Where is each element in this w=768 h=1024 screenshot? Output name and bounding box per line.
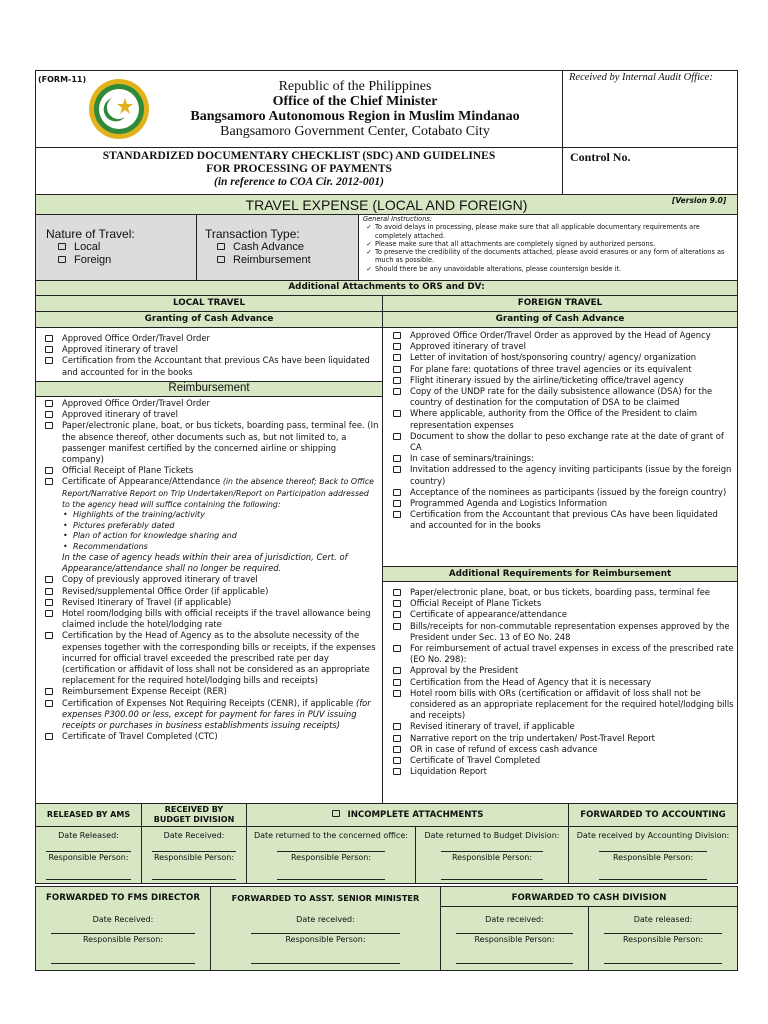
checkbox[interactable] [393, 746, 401, 753]
responsible-person-line[interactable] [251, 963, 400, 964]
cert-bullet: • Recommendations [73, 542, 379, 553]
responsible-person-line[interactable] [277, 879, 385, 880]
checklist-item[interactable] [385, 598, 735, 609]
item-text: Letter of invitation of host/sponsoring country/ agency/ organization [410, 352, 697, 363]
item-text: Certification from the Head of Agency that it is necessary [410, 676, 652, 687]
item-text: Approved Office Order/Travel Order [62, 333, 210, 343]
cert-note-text: In the case of agency heads within their area of jurisdiction, Cert. of Appearance/attendance shall no longer be required. [62, 552, 348, 574]
checkbox[interactable] [45, 632, 53, 639]
date-released-label: Date Released: [58, 831, 119, 840]
responsible-person-line[interactable] [456, 963, 573, 964]
item-text: Approved Office Order/Travel Order [62, 398, 210, 408]
checklist-item[interactable] [37, 731, 379, 742]
instruction-item: ✓ To avoid delays in processing, please make sure that all applicable documentary requirements are completely attached. [363, 223, 735, 240]
item-text: Certification from the Accountant that previous CAs have been liquidated and accounted for in the books [62, 355, 370, 377]
checkbox[interactable] [45, 400, 53, 407]
nature-option-local[interactable] [58, 241, 100, 253]
checklist-item[interactable] [385, 464, 735, 486]
date-returned-budget-line[interactable] [441, 851, 543, 852]
item-text: Acceptance of the nominees as participants (issued by the foreign country) [410, 486, 727, 497]
local-travel-title: LOCAL TRAVEL [172, 298, 246, 308]
checklist-item[interactable] [37, 344, 379, 355]
checklist-item[interactable] [37, 409, 379, 420]
foreign-cash-list [385, 330, 735, 532]
item-text [62, 698, 379, 732]
checkbox[interactable] [45, 733, 53, 740]
sdc-title-line3: (in reference to COA Cir. 2012-001) [214, 176, 384, 188]
nature-option-label: Local [74, 241, 101, 253]
item-text: Copy of the UNDP rate for the daily subsistence allowance (DSA) for the country of destination for the computation of DSA to be claimed [410, 386, 713, 408]
checkbox[interactable] [393, 500, 401, 507]
responsible-person-label: Responsible Person: [82, 935, 164, 944]
nature-option-label: Foreign [74, 254, 112, 266]
cert-bullet-list [65, 510, 379, 552]
seal-logo [88, 78, 150, 140]
forwarded-asm-label: FORWARDED TO ASST. SENIOR MINISTER [231, 893, 420, 903]
item-text: Document to show the dollar to peso exchange rate at the date of grant of CA [410, 430, 724, 453]
cert-note [37, 552, 379, 574]
received-by-label: Received by Internal Audit Office: [569, 72, 713, 83]
cert-bullet: • Pictures preferably dated [73, 521, 379, 532]
instructions-title: General Instructions: [363, 215, 433, 223]
nature-option-foreign[interactable] [58, 254, 111, 266]
sdc-title-line1: STANDARDIZED DOCUMENTARY CHECKLIST (SDC) AND GUIDELINES [102, 150, 496, 162]
item-text: Certification by the Head of Agency as to the absolute necessity of the expenses together with the corresponding bills or receipts, if the expenses incurred for official travel exceeded the prescribed rate per day (certification or affidavit of loss shall not be considered as an appropriate replacement for the required hotel/lodging bills and receipts) [62, 630, 376, 686]
checklist-item[interactable] [385, 721, 735, 732]
received-by-budget-label: RECEIVED BY BUDGET DIVISION [153, 805, 235, 824]
item-text: Approved Office Order/Travel Order as approved by the Head of Agency [410, 330, 711, 340]
incomplete-attachments-option[interactable] [247, 810, 568, 820]
foreign-reimbursement-list [385, 587, 735, 777]
checklist-item[interactable] [385, 408, 735, 430]
checkbox[interactable] [45, 357, 53, 364]
checkbox[interactable] [393, 455, 401, 462]
transaction-option-cash-advance[interactable] [217, 241, 304, 253]
item-text: For reimbursement of actual travel expenses in excess of the prescribed rate (EO No. 298): [410, 643, 734, 665]
item-text: Certificate of Travel Completed [410, 755, 541, 766]
item-text: Copy of previously approved itinerary of travel [62, 574, 258, 585]
item-text: Narrative report on the trip undertaken/ Post-Travel Report [410, 732, 655, 743]
instruction-text: Should there be any unavoidable alterations, please countersign beside it. [375, 264, 622, 273]
checkbox[interactable] [393, 645, 401, 652]
cash-received-cell[interactable] [440, 906, 589, 971]
checkbox[interactable] [393, 377, 401, 384]
date-released-label: Date released: [633, 915, 693, 924]
checkbox[interactable] [45, 411, 53, 418]
forwarded-accounting-label: FORWARDED TO ACCOUNTING [580, 810, 726, 820]
cert-bullet: • Plan of action for knowledge sharing and [73, 531, 379, 542]
checkbox[interactable] [393, 735, 401, 742]
released-by-ams-header [35, 803, 142, 827]
checkbox[interactable] [393, 611, 401, 618]
header-center: Bangsamoro Government Center, Cotabato City [220, 124, 490, 139]
responsible-person-line[interactable] [152, 879, 236, 880]
item-text: Paper/electronic plane, boat, or bus tickets, boarding pass, terminal fee. (In the absence thereof, other documents such as, but not limited to, a passenger manifest certified by the concerned airline or shipping company) [62, 420, 379, 465]
foreign-reimbursement-title: Additional Requirements for Reimbursement [448, 569, 672, 579]
checklist-item[interactable] [385, 352, 735, 363]
forwarded-fms-label: FORWARDED TO FMS DIRECTOR [46, 893, 200, 903]
header-office: Office of the Chief Minister [272, 94, 438, 109]
checkbox[interactable] [393, 589, 401, 596]
checkbox[interactable] [45, 688, 53, 695]
checkbox[interactable] [393, 489, 401, 496]
date-received-line[interactable] [152, 851, 236, 852]
checkbox[interactable] [393, 723, 401, 730]
item-text: Hotel room bills with ORs (certification or affidavit of loss shall not be considered as an appropriate replacement for the required hotel/lodging bills and receipts) [410, 687, 734, 721]
date-received-accounting-line[interactable] [599, 851, 707, 852]
foreign-cash-title: Granting of Cash Advance [495, 314, 625, 324]
header-region: Bangsamoro Autonomous Region in Muslim Mindanao [190, 109, 520, 124]
date-received-line[interactable] [456, 933, 573, 934]
item-text: For plane fare: quotations of three travel agencies or its equivalent [410, 363, 692, 374]
checkbox[interactable] [45, 588, 53, 595]
checkbox[interactable] [393, 667, 401, 674]
nature-label: Nature of Travel: [46, 227, 135, 241]
cenr-lead: Certification of Expenses Not Requiring Receipts (CENR), if applicable [62, 697, 354, 708]
checklist-item[interactable] [37, 465, 379, 476]
checkbox[interactable] [45, 576, 53, 583]
checklist-item[interactable] [385, 587, 735, 598]
cert-bullet: • Highlights of the training/activity [73, 510, 379, 521]
checkbox[interactable] [332, 810, 340, 817]
checkbox[interactable] [45, 335, 53, 342]
responsible-person-line[interactable] [599, 879, 707, 880]
item-text: In case of seminars/trainings: [410, 453, 534, 464]
checklist-item[interactable] [385, 509, 735, 531]
checkbox[interactable] [45, 599, 53, 606]
checklist-item[interactable] [385, 688, 735, 722]
checkbox[interactable] [393, 466, 401, 473]
responsible-person-label: Responsible Person: [153, 853, 235, 862]
cert-lead: Certificate of Appearance/Attendance [62, 476, 221, 487]
responsible-person-label: Responsible Person: [474, 935, 555, 944]
local-cash-list [37, 333, 379, 378]
item-text: Revised itinerary of travel, if applicable [410, 721, 575, 732]
date-released-line[interactable] [604, 933, 722, 934]
item-text: Where applicable, authority from the Office of the President to claim representation expenses [410, 408, 698, 430]
checklist-item[interactable] [385, 498, 735, 509]
checklist-item[interactable] [385, 487, 735, 498]
checklist-item[interactable] [385, 341, 735, 352]
checkbox[interactable] [45, 700, 53, 707]
instruction-item: ✓ Please make sure that all attachments are completely signed by authorized persons. [363, 240, 735, 248]
responsible-person-line[interactable] [51, 963, 195, 964]
returned-to-budget-cell[interactable] [415, 826, 569, 884]
checklist-item-certificate[interactable] [37, 476, 379, 510]
item-text: Certificate of appearance/attendance [410, 609, 568, 620]
checklist-item[interactable] [37, 333, 379, 344]
checkbox[interactable] [393, 410, 401, 417]
item-text: Revised/supplemental Office Order (if applicable) [62, 585, 269, 596]
date-received-accounting-label: Date received by Accounting Division: [576, 831, 730, 840]
checkbox[interactable] [393, 768, 401, 775]
checkbox[interactable] [45, 346, 53, 353]
checklist-item[interactable] [385, 766, 735, 777]
item-text: Official Receipt of Plane Tickets [410, 598, 542, 609]
item-text: Paper/electronic plane, boat, or bus tickets, boarding pass, terminal fee [410, 587, 711, 597]
responsible-person-label: Responsible Person: [48, 853, 129, 862]
item-text: Certificate of Travel Completed (CTC) [62, 731, 218, 742]
date-received-label: Date received: [296, 915, 355, 924]
checkbox[interactable] [393, 679, 401, 686]
item-text: Hotel room/lodging bills with official receipts if the travel allowance being claimed include the hotel/lodging rate [62, 608, 371, 630]
control-no-label: Control No. [570, 150, 631, 164]
checklist-item[interactable] [37, 574, 379, 585]
transaction-option-label: Cash Advance [233, 241, 304, 253]
transaction-option-label: Reimbursement [233, 254, 311, 266]
checklist-item-cenr[interactable] [37, 698, 379, 732]
instruction-item: ✓ To preserve the credibility of the documents attached, please avoid erasures or any form of alterations as much as possible. [363, 248, 735, 265]
cenr-rest: (for expenses P300.00 or less, except for payment for fares in PUV issuing receipts or purchases in business establishments issuing receipts) [62, 697, 371, 731]
item-text: Bills/receipts for non-commutable representation expenses approved by the President under Sec. 13 of EO No. 248 [410, 620, 730, 642]
item-text: Approved itinerary of travel [62, 409, 178, 420]
checklist-item[interactable] [385, 665, 735, 676]
item-text: Approval by the President [410, 665, 519, 676]
responsible-person-line[interactable] [604, 963, 722, 964]
responsible-person-label: Responsible Person: [290, 853, 372, 862]
checkbox[interactable] [393, 623, 401, 630]
checkbox[interactable] [393, 388, 401, 395]
checkbox[interactable] [393, 600, 401, 607]
checklist-item[interactable] [385, 621, 735, 643]
checkbox[interactable] [217, 243, 225, 250]
forwarded-asm-cell[interactable] [210, 886, 441, 971]
checklist-item[interactable] [385, 609, 735, 620]
date-received-line[interactable] [51, 933, 195, 934]
date-received-line[interactable] [251, 933, 400, 934]
checkbox[interactable] [393, 511, 401, 518]
checklist-item[interactable] [385, 375, 735, 386]
checklist-item[interactable] [37, 597, 379, 608]
checkbox[interactable] [217, 256, 225, 263]
incomplete-attachments-label: INCOMPLETE ATTACHMENTS [347, 810, 484, 820]
incomplete-attachments-header[interactable] [246, 803, 569, 827]
item-text: OR in case of refund of excess cash advance [410, 743, 598, 754]
item-text: Approved itinerary of travel [410, 341, 526, 352]
checkbox[interactable] [393, 690, 401, 697]
responsible-person-label: Responsible Person: [451, 853, 533, 862]
responsible-person-label: Responsible Person: [622, 935, 704, 944]
sdc-title-line2: FOR PROCESSING OF PAYMENTS [206, 163, 392, 175]
checklist-item[interactable] [385, 330, 735, 341]
date-received-label: Date Received: [163, 831, 225, 840]
checkbox[interactable] [58, 256, 66, 263]
checklist-item[interactable] [37, 686, 379, 697]
date-returned-office-line[interactable] [277, 851, 385, 852]
checklist-item[interactable] [385, 744, 735, 755]
instruction-item: ✓ Should there be any unavoidable alterations, please countersign beside it. [363, 265, 735, 273]
cash-released-cell[interactable] [588, 906, 738, 971]
item-text [62, 476, 379, 510]
item-text: Liquidation Report [410, 766, 487, 777]
checkbox[interactable] [58, 243, 66, 250]
returned-to-office-cell[interactable] [246, 826, 416, 884]
date-received-label: Date received: [485, 915, 544, 924]
checkbox[interactable] [45, 610, 53, 617]
checkbox[interactable] [393, 366, 401, 373]
checklist-item[interactable] [385, 643, 735, 665]
checklist-item[interactable] [37, 398, 379, 409]
header-republic: Republic of the Philippines [278, 79, 432, 94]
checkbox[interactable] [45, 467, 53, 474]
general-instructions [363, 215, 735, 273]
local-cash-title: Granting of Cash Advance [144, 314, 274, 324]
item-text: Invitation addressed to the agency inviting participants (issue by the foreign country) [410, 464, 732, 486]
checklist-item[interactable] [385, 677, 735, 688]
checkbox[interactable] [45, 478, 53, 485]
instruction-text: To avoid delays in processing, please make sure that all applicable documentary requirements are completely attached. [375, 223, 700, 240]
received-by-budget-cell[interactable] [141, 826, 247, 884]
checklist-item[interactable] [385, 386, 735, 408]
checklist-item[interactable] [385, 755, 735, 766]
local-reimbursement-title: Reimbursement [168, 382, 250, 394]
item-text: Certification from the Accountant that previous CAs have been liquidated and accounted for in the books [410, 509, 718, 531]
responsible-person-line[interactable] [46, 879, 131, 880]
checklist-item[interactable] [385, 733, 735, 744]
responsible-person-label: Responsible Person: [285, 935, 366, 944]
version-label: [Version 9.0] [672, 196, 727, 205]
forwarded-cash-label: FORWARDED TO CASH DIVISION [511, 893, 667, 903]
checklist-item[interactable] [37, 630, 379, 686]
transaction-option-reimbursement[interactable] [217, 254, 311, 266]
date-received-label: Date Received: [92, 915, 154, 924]
banner-title: TRAVEL EXPENSE (LOCAL AND FOREIGN) [245, 197, 528, 213]
item-text: Flight itinerary issued by the airline/ticketing office/travel agency [410, 374, 684, 385]
item-text: Approved itinerary of travel [62, 344, 178, 355]
released-by-ams-label: RELEASED BY AMS [46, 810, 131, 819]
transaction-label: Transaction Type: [205, 227, 300, 241]
checklist-item[interactable] [37, 420, 379, 465]
checklist-item[interactable] [37, 608, 379, 630]
item-text: Reimbursement Expense Receipt (RER) [62, 686, 227, 697]
instruction-text: Please make sure that all attachments are completely signed by authorized persons. [375, 239, 656, 248]
responsible-person-line[interactable] [441, 879, 543, 880]
forwarded-accounting-header [568, 803, 738, 827]
received-by-budget-header [141, 803, 247, 827]
checkbox[interactable] [393, 433, 401, 440]
checkbox[interactable] [45, 422, 53, 429]
date-released-line[interactable] [46, 851, 131, 852]
received-by-accounting-cell[interactable] [568, 826, 738, 884]
local-reimbursement-list [37, 398, 379, 742]
checkbox[interactable] [393, 757, 401, 764]
forwarded-fms-cell[interactable] [35, 886, 211, 971]
checkbox[interactable] [393, 332, 401, 339]
column-divider [382, 295, 383, 804]
item-text: Official Receipt of Plane Tickets [62, 465, 194, 476]
checkbox[interactable] [393, 343, 401, 350]
responsible-person-label: Responsible Person: [612, 853, 694, 862]
released-by-ams-cell[interactable] [35, 826, 142, 884]
checklist-item[interactable] [37, 586, 379, 597]
item-text: Revised Itinerary of Travel (if applicable) [62, 596, 232, 607]
cert-rest: (in the absence thereof; Back to Office Report/Narrative Report on Trip Undertaken/Report on Participation addressed to the agency head will suffice containing the following: [62, 477, 374, 509]
instruction-text: To preserve the credibility of the documents attached, please avoid erasures or any form of alterations as much as possible. [375, 248, 725, 265]
foreign-travel-title: FOREIGN TRAVEL [517, 298, 603, 308]
checklist-item[interactable] [385, 364, 735, 375]
item-text: Programmed Agenda and Logistics Information [410, 498, 608, 509]
date-returned-office-label: Date returned to the concerned office: [253, 831, 408, 840]
checklist-item[interactable] [37, 355, 379, 377]
additional-attachments-label: Additional Attachments to ORS and DV: [288, 282, 485, 292]
checklist-item[interactable] [385, 453, 735, 464]
checkbox[interactable] [393, 354, 401, 361]
date-returned-budget-label: Date returned to Budget Division: [424, 831, 560, 840]
form-number: (FORM-11) [38, 75, 87, 84]
checklist-item[interactable] [385, 431, 735, 453]
